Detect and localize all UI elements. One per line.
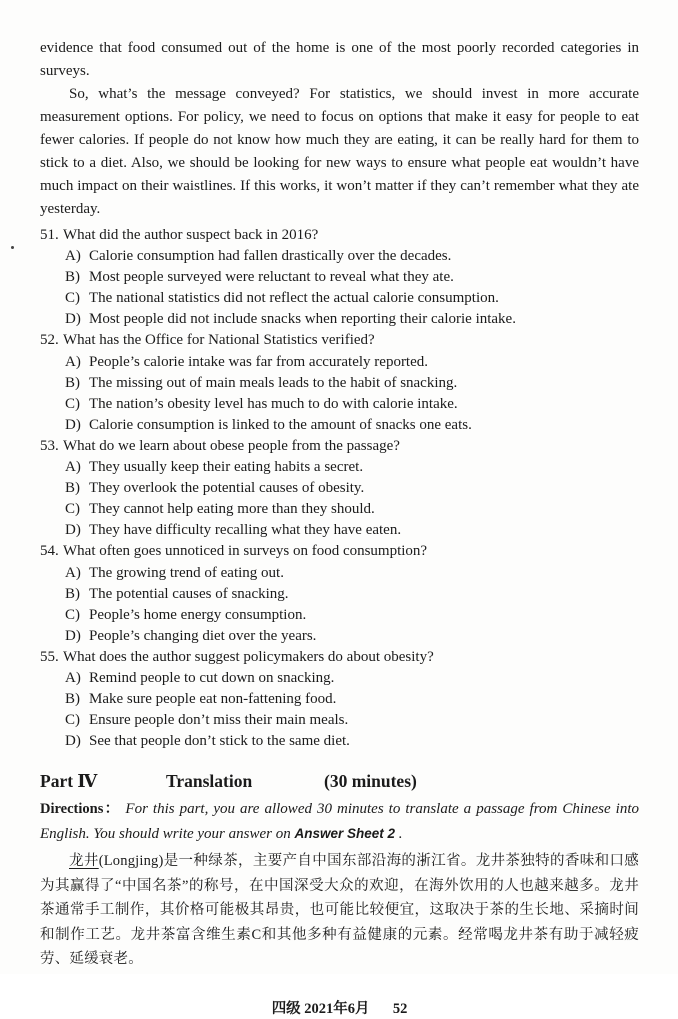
option-text: Make sure people eat non-fattening food. [89, 691, 337, 708]
option-label: D) [65, 416, 81, 433]
option-label: A) [65, 459, 81, 476]
chinese-translation-passage [40, 849, 639, 972]
option-text: Calorie consumption had fallen drastically over the decades. [89, 248, 452, 265]
option-d [65, 309, 639, 330]
question-text: What do we learn about obese people from the passage? [63, 437, 400, 454]
question-options [40, 668, 639, 752]
option-text: People’s home energy consumption. [89, 606, 307, 623]
option-d [65, 626, 639, 647]
question-text: What does the author suggest policymakers do about obesity? [63, 648, 434, 665]
questions-section [40, 225, 639, 752]
question-55 [40, 647, 639, 752]
option-label: D) [65, 733, 81, 750]
part-time-limit: (30 minutes) [324, 771, 417, 792]
directions-label: Directions： [40, 801, 121, 818]
option-text: Calorie consumption is linked to the amount of snacks one eats. [89, 416, 472, 433]
option-text: The nation’s obesity level has much to do with calorie intake. [89, 395, 458, 412]
part4-translation-section [40, 769, 639, 972]
page-footer [40, 999, 639, 1019]
option-b [65, 689, 639, 710]
answer-sheet-reference: Answer Sheet 2 [294, 825, 396, 841]
option-text: The growing trend of eating out. [89, 564, 284, 581]
option-label: C) [65, 606, 80, 623]
question-head [40, 436, 639, 457]
longjing-underlined-term: 龙井 [69, 853, 99, 870]
option-text: Ensure people don’t miss their main meals. [89, 712, 349, 729]
option-b [65, 478, 639, 499]
directions-text: For this part, you are allowed 30 minutes to translate a passage from Chinese into English. You should write your answer on [40, 801, 639, 842]
option-label: C) [65, 501, 80, 518]
question-text: What did the author suspect back in 2016? [63, 227, 319, 243]
scan-artifact-dot [11, 246, 14, 249]
question-52 [40, 330, 639, 435]
part4-directions [40, 798, 639, 846]
option-text: The potential causes of snacking. [89, 585, 289, 602]
option-text: They usually keep their eating habits a secret. [89, 459, 364, 476]
option-text: Most people surveyed were reluctant to reveal what they ate. [89, 269, 454, 286]
option-d [65, 415, 639, 436]
directions-text-end: . [398, 825, 403, 842]
option-a [65, 246, 639, 267]
question-text: What often goes unnoticed in surveys on food consumption? [63, 543, 428, 560]
question-options [40, 563, 639, 647]
question-head [40, 225, 639, 246]
option-text: They have difficulty recalling what they have eaten. [89, 522, 402, 539]
question-number: 52. [40, 332, 59, 349]
question-head [40, 330, 639, 351]
option-a [65, 352, 639, 373]
option-label: B) [65, 585, 80, 602]
question-options [40, 246, 639, 330]
option-text: People’s changing diet over the years. [89, 627, 317, 644]
question-head [40, 647, 639, 668]
question-options [40, 352, 639, 436]
page-content [40, 37, 639, 1019]
option-c [65, 605, 639, 626]
question-options [40, 457, 639, 541]
question-number: 54. [40, 543, 59, 560]
option-c [65, 499, 639, 520]
option-b [65, 267, 639, 288]
question-number: 55. [40, 648, 59, 665]
option-label: A) [65, 353, 81, 370]
option-label: B) [65, 691, 80, 708]
option-b [65, 584, 639, 605]
passage-paragraph-1: evidence that food consumed out of the home is one of the most poorly recorded categories in surveys. [40, 40, 639, 79]
passage-paragraph-2: So, what’s the message conveyed? For statistics, we should invest in more accurate measurement options. For policy, we need to focus on options that make it easy for people to eat fewer calories. If people do not know how much they are eating, it can be really hard for them to stick to a diet. Also, we should be looking for new ways to ensure what people eat wouldn’t have much impact on their waistlines. If this works, it won’t matter if they can’t remember what they ate yesterday. [40, 86, 639, 217]
option-label: A) [65, 564, 81, 581]
footer-page-number: 52 [392, 1000, 408, 1017]
option-text: The missing out of main meals leads to the habit of snacking. [89, 374, 458, 391]
question-head [40, 541, 639, 562]
option-label: C) [65, 290, 80, 307]
chinese-passage-text: (Longjing)是一种绿茶，主要产自中国东部沿海的浙江省。龙井茶独特的香味和口感为其赢得了“中国名茶”的称号，在中国深受大众的欢迎，在海外饮用的人也越来越多。龙井茶通常手工制作，其价格可能极其昂贵，也可能比较便宜，这取决于茶的生长地、采摘时间和制作工艺。龙井茶富含维生素C和其他多种有益健康的元素。经常喝龙井茶有助于减轻疲劳、延缓衰老。 [40, 853, 639, 968]
option-label: C) [65, 712, 80, 729]
option-label: A) [65, 248, 81, 265]
option-label: B) [65, 480, 80, 497]
part-title: Translation [166, 771, 253, 792]
part-label: Part Ⅳ [40, 771, 98, 792]
question-51 [40, 225, 639, 330]
option-text: They cannot help eating more than they should. [89, 501, 375, 518]
option-text: The national statistics did not reflect the actual calorie consumption. [89, 290, 499, 307]
question-text: What has the Office for National Statistics verified? [63, 332, 375, 349]
option-label: B) [65, 374, 80, 391]
question-53 [40, 436, 639, 541]
option-c [65, 288, 639, 309]
option-d [65, 520, 639, 541]
option-text: Most people did not include snacks when reporting their calorie intake. [89, 311, 516, 328]
option-label: D) [65, 311, 81, 328]
option-text: People’s calorie intake was far from accurately reported. [89, 353, 429, 370]
option-text: Remind people to cut down on snacking. [89, 669, 335, 686]
option-label: C) [65, 395, 80, 412]
option-a [65, 457, 639, 478]
option-text: They overlook the potential causes of obesity. [89, 480, 365, 497]
footer-exam-label: 四级 2021年6月 [271, 1000, 370, 1017]
option-label: D) [65, 522, 81, 539]
question-54 [40, 541, 639, 646]
part4-heading [40, 769, 639, 794]
option-c [65, 394, 639, 415]
option-b [65, 373, 639, 394]
option-c [65, 710, 639, 731]
question-number: 51. [40, 227, 59, 243]
option-label: B) [65, 269, 80, 286]
option-a [65, 563, 639, 584]
option-text: See that people don’t stick to the same diet. [89, 733, 350, 750]
question-number: 53. [40, 437, 59, 454]
option-a [65, 668, 639, 689]
option-label: D) [65, 627, 81, 644]
option-label: A) [65, 669, 81, 686]
option-d [65, 731, 639, 752]
